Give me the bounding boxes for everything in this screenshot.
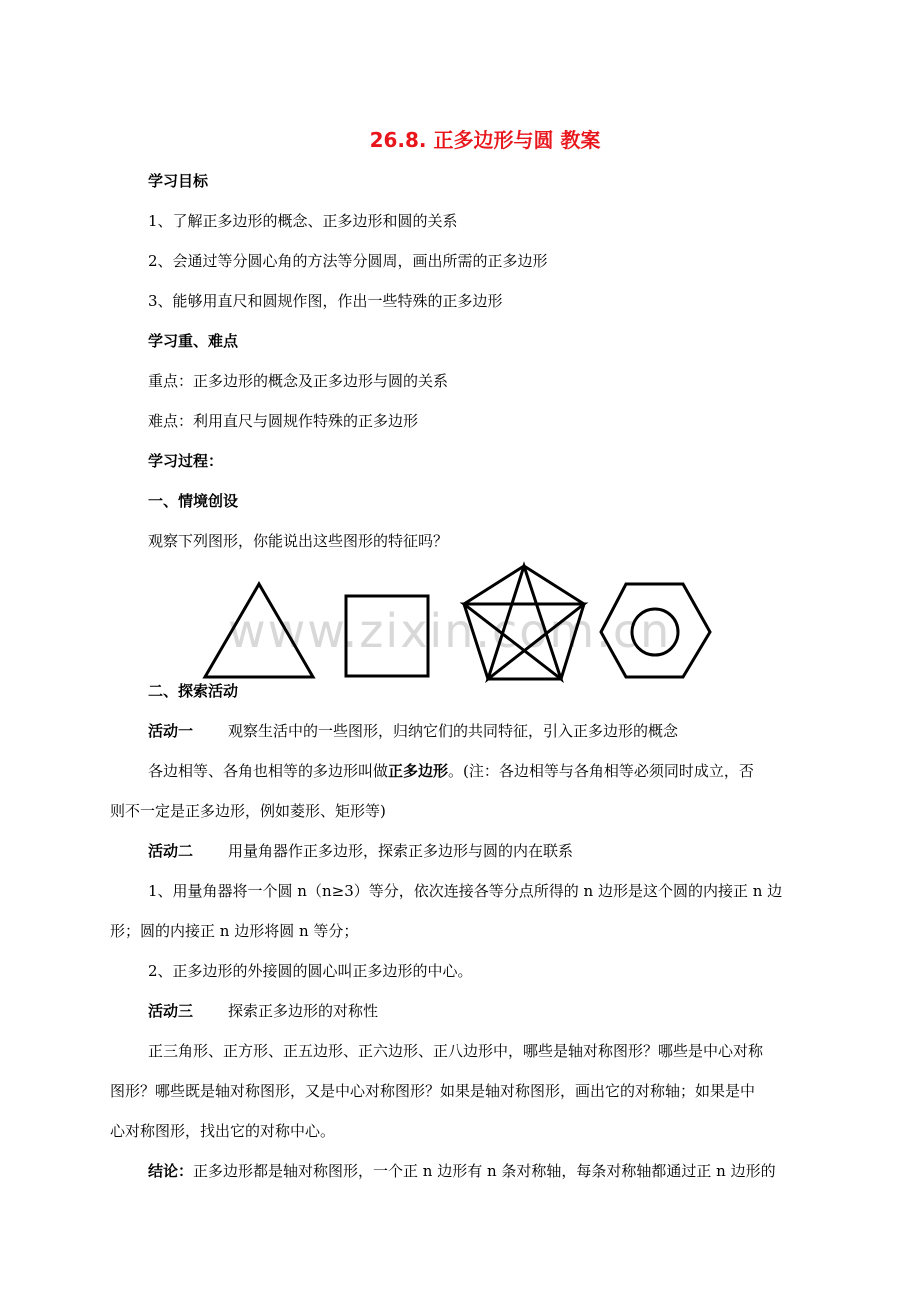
activity2-point2: 2、正多边形的外接圆的圆心叫正多边形的中心。 bbox=[148, 962, 473, 980]
definition-term: 正多边形 bbox=[388, 762, 449, 780]
section1-prompt: 观察下列图形，你能说出这些图形的特征吗？ bbox=[148, 532, 449, 550]
section1-heading: 一、情境创设 bbox=[148, 492, 239, 510]
activity3-line1: 正三角形、正方形、正五边形、正六边形、正八边形中，哪些是轴对称图形？哪些是中心对称 bbox=[148, 1042, 764, 1060]
process-heading: 学习过程： bbox=[148, 452, 224, 470]
square-figure bbox=[346, 596, 428, 676]
pentagon-star-figure bbox=[464, 566, 584, 679]
activity3-text: 探索正多边形的对称性 bbox=[228, 1002, 379, 1020]
objectives-heading: 学习目标 bbox=[148, 172, 209, 190]
polygon-figures bbox=[195, 560, 725, 690]
key-point-text: 重点：正多边形的概念及正多边形与圆的关系 bbox=[148, 372, 449, 390]
key-points-heading: 学习重、难点 bbox=[148, 332, 239, 350]
activity2-point1-line1: 1、用量角器将一个圆 n（n≥3）等分，依次连接各等分点所得的 n 边形是这个圆的内接正 n 边 bbox=[148, 882, 783, 900]
objective-item-1: 1、了解正多边形的概念、正多边形和圆的关系 bbox=[148, 212, 458, 230]
activity1 bbox=[148, 721, 678, 741]
conclusion-text: 正多边形都是轴对称图形，一个正 n 边形有 n 条对称轴，每条对称轴都通过正 n 边形的 bbox=[193, 1162, 776, 1180]
objective-item-2: 2、会通过等分圆心角的方法等分圆周，画出所需的正多边形 bbox=[148, 252, 548, 270]
conclusion-line bbox=[148, 1161, 776, 1181]
page-title: 26.8. 正多边形与圆 教案 bbox=[369, 128, 601, 152]
definition-text-a: 各边相等、各角也相等的多边形叫做 bbox=[148, 762, 389, 780]
activity3-line3: 心对称图形，找出它的对称中心。 bbox=[110, 1122, 336, 1140]
watermark-text: www.zixin.com.cn bbox=[228, 604, 672, 658]
activity1-text: 观察生活中的一些图形，归纳它们的共同特征，引入正多边形的概念 bbox=[228, 722, 679, 740]
definition-line-2: 则不一定是正多边形，例如菱形、矩形等) bbox=[110, 802, 386, 820]
definition-line-1 bbox=[148, 761, 754, 781]
activity3 bbox=[148, 1001, 378, 1021]
activity2-point1-line2: 形；圆的内接正 n 边形将圆 n 等分； bbox=[110, 922, 359, 940]
conclusion-label: 结论： bbox=[148, 1162, 194, 1180]
activity2 bbox=[148, 841, 573, 861]
hexagon-circle-figure bbox=[601, 584, 710, 677]
objective-item-3: 3、能够用直尺和圆规作图，作出一些特殊的正多边形 bbox=[148, 292, 503, 310]
activity3-label: 活动三 bbox=[148, 1002, 194, 1020]
activity1-label: 活动一 bbox=[148, 722, 194, 740]
activity2-text: 用量角器作正多边形，探索正多边形与圆的内在联系 bbox=[228, 842, 574, 860]
difficult-point-text: 难点：利用直尺与圆规作特殊的正多边形 bbox=[148, 412, 419, 430]
definition-text-b: 。(注：各边相等与各角相等必须同时成立，否 bbox=[448, 762, 754, 780]
activity3-line2: 图形？哪些既是轴对称图形，又是中心对称图形？如果是轴对称图形，画出它的对称轴；如果是中 bbox=[110, 1082, 756, 1100]
activity2-label: 活动二 bbox=[148, 842, 194, 860]
triangle-figure bbox=[205, 584, 313, 677]
section2-heading: 二、探索活动 bbox=[148, 682, 239, 700]
